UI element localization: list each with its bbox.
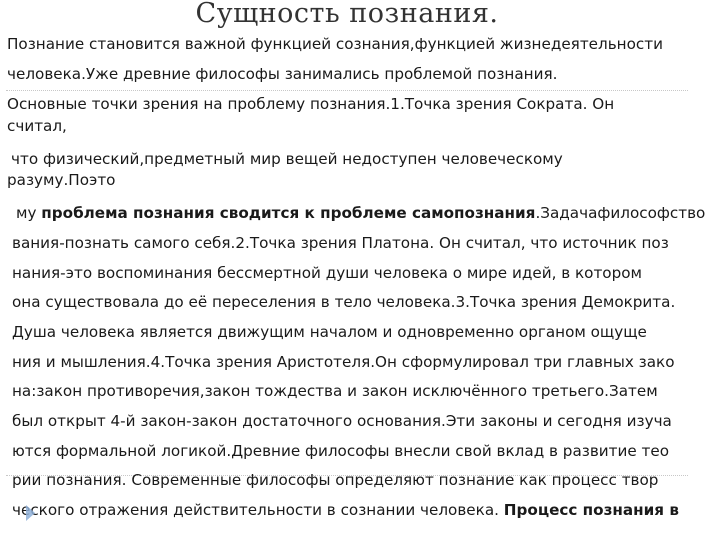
text-line: рии познания. Современные философы определяют познание как процесс твор xyxy=(12,471,659,489)
divider xyxy=(6,90,688,91)
text-line: вания-познать самого себя.2.Точка зрения Платона. Он считал, что источник поз xyxy=(12,234,669,252)
bold-text-run: Процесс познания в xyxy=(503,501,679,519)
text-line-mixed xyxy=(12,500,679,520)
text-line: Душа человека является движущим началом и одновременно органом ощуще xyxy=(12,323,647,341)
text-line: Основные точки зрения на проблему познания.1.Точка зрения Сократа. Он xyxy=(7,95,615,113)
text-line: разуму.Поэто xyxy=(7,171,116,189)
page-title: Сущность познания. xyxy=(195,0,499,29)
bold-text-run: проблема познания сводится к проблеме самопознания xyxy=(41,204,536,222)
text-line: на:закон противоречия,закон тождества и закон исключённого третьего.Затем xyxy=(12,382,658,400)
text-line: человека.Уже древние философы занимались проблемой познания. xyxy=(7,65,558,83)
text-line: она существовала до её переселения в тело человека.3.Точка зрения Демокрита. xyxy=(12,293,676,311)
text-run: ческого отражения действительности в сознании человека. xyxy=(12,501,504,519)
text-line: нания-это воспоминания бессмертной души человека о мире идей, в котором xyxy=(12,264,642,282)
text-run: .Задачафилософство xyxy=(535,204,706,222)
text-line: ния и мышления.4.Точка зрения Аристотеля.Он сформулировал три главных зако xyxy=(12,353,675,371)
text-line: ются формальной логикой.Древние философы внесли свой вклад в развитие тео xyxy=(12,442,670,460)
bullet-arrow-icon xyxy=(26,505,35,521)
text-line-mixed xyxy=(16,203,705,223)
text-run: му xyxy=(16,204,42,222)
text-line: считал, xyxy=(7,117,67,135)
text-line: Познание становится важной функцией сознания,функцией жизнедеятельности xyxy=(7,35,663,53)
text-line: что физический,предметный мир вещей недоступен человеческому xyxy=(11,150,563,168)
text-line: был открыт 4-й закон-закон достаточного основания.Эти законы и сегодня изуча xyxy=(12,412,672,430)
